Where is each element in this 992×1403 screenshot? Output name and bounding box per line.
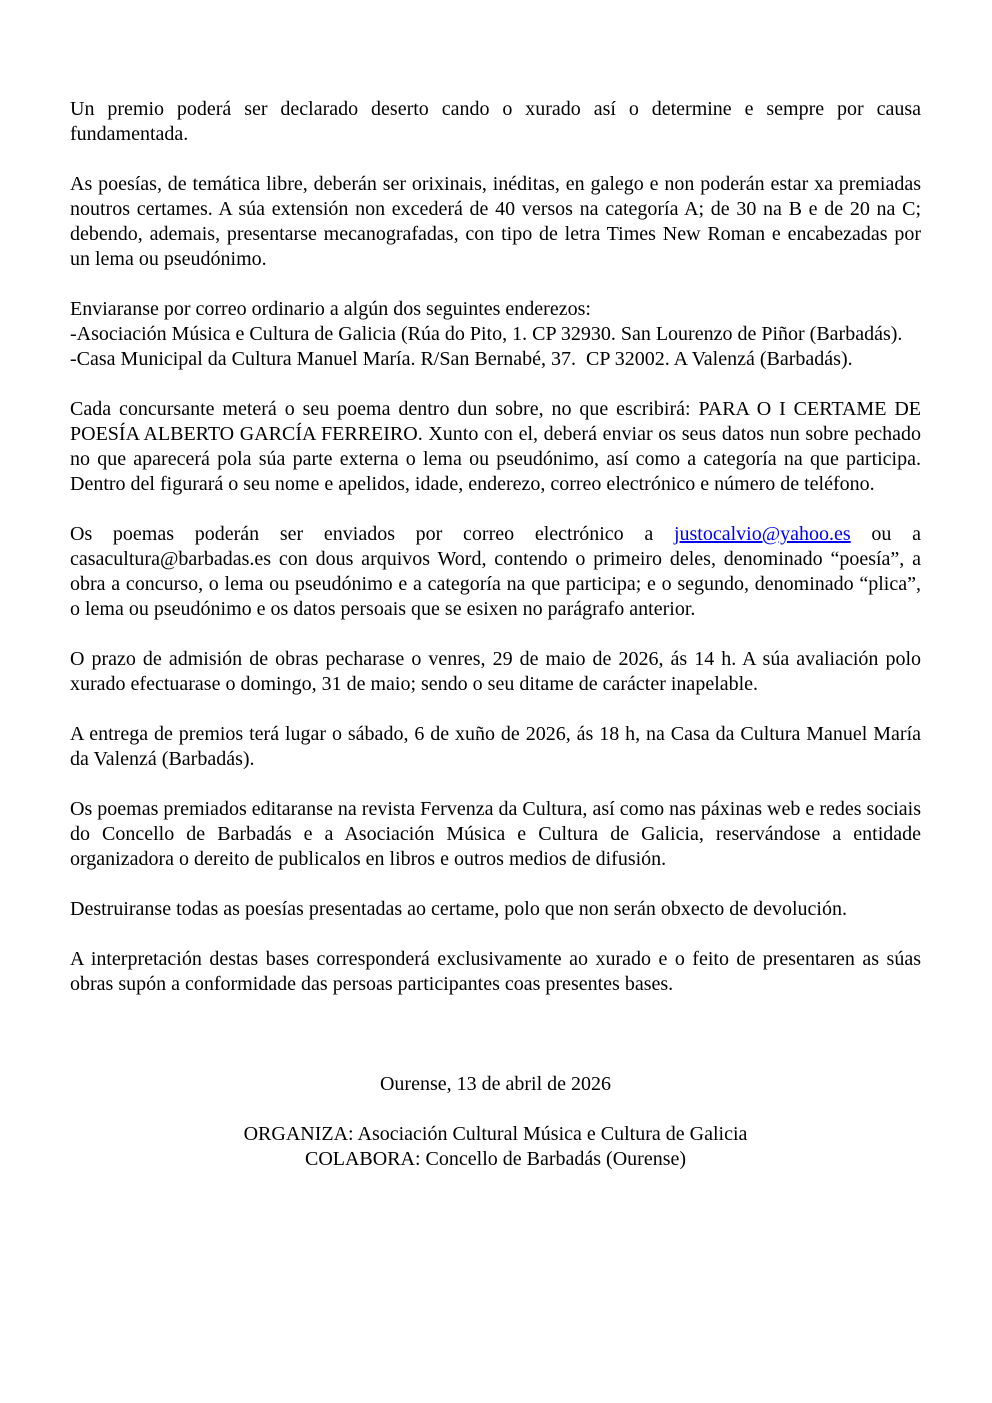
email-paragraph-after-link: ou a casacultura@barbadas.es con dous arquivos Word, contendo o primeiro deles, denominado “poesía”, a obra a concurso, o lema ou pseudónimo e a categoría na que participa; e o segundo, denominado “plica”, o lema ou pseudónimo e os datos persoais que se esixen no parágrafo anterior. bbox=[70, 523, 921, 620]
postal-address-asociacion: -Asociación Música e Cultura de Galicia (Rúa do Pito, 1. CP 32930. San Lourenzo de Piñor (Barbadás). bbox=[70, 323, 903, 345]
paragraph-entrega-premios: A entrega de premios terá lugar o sábado, 6 de xuño de 2026, ás 18 h, na Casa da Cultura Manuel María da Valenzá (Barbadás). bbox=[70, 723, 921, 770]
place-date-line: Ourense, 13 de abril de 2026 bbox=[379, 1073, 612, 1095]
closing-block bbox=[70, 1072, 921, 1172]
postal-intro-line: Enviaranse por correo ordinario a algún dos seguintes enderezos: bbox=[70, 298, 591, 320]
paragraph-destruccion-obras: Destruiranse todas as poesías presentadas ao certame, polo que non serán obxecto de devolución. bbox=[70, 898, 847, 920]
postal-addresses-block bbox=[70, 297, 921, 372]
email-paragraph-before-link: Os poemas poderán ser enviados por correo electrónico a bbox=[70, 523, 674, 545]
colabora-line: COLABORA: Concello de Barbadás (Ourense) bbox=[304, 1148, 687, 1170]
paragraph-sobre-plica: Cada concursante meterá o seu poema dentro dun sobre, no que escribirá: PARA O I CERTAME DE POESÍA ALBERTO GARCÍA FERREIRO. Xunto con el, deberá enviar os seus datos nun sobre pechado no que aparecerá pola súa parte externa o lema ou pseudónimo, así como a categoría na que participa. Dentro del figurará o seu nome e apelidos, idade, enderezo, correo electrónico e número de teléfono. bbox=[70, 398, 921, 495]
postal-address-casa-municipal: -Casa Municipal da Cultura Manuel María. R/San Bernabé, 37. CP 32002. A Valenzá (Barbadás). bbox=[70, 348, 853, 370]
paragraph-prazo-admision: O prazo de admisión de obras pecharase o venres, 29 de maio de 2026, ás 14 h. A súa avaliación polo xurado efectuarase o domingo, 31 de maio; sendo o seu ditame de carácter inapelable. bbox=[70, 648, 921, 695]
paragraph-envio-email bbox=[70, 522, 921, 622]
paragraph-interpretacion-bases: A interpretación destas bases corresponderá exclusivamente ao xurado e o feito de presentaren as súas obras supón a conformidade das persoas participantes coas presentes bases. bbox=[70, 948, 921, 995]
paragraph-publicacion: Os poemas premiados editaranse na revista Fervenza da Cultura, así como nas páxinas web e redes sociais do Concello de Barbadás e a Asociación Música e Cultura de Galicia, reservándose a entidade organizadora o dereito de publicalos en libros e outros medios de difusión. bbox=[70, 798, 921, 870]
paragraph-premio-deserto: Un premio poderá ser declarado deserto cando o xurado así o determine e sempre por causa fundamentada. bbox=[70, 98, 921, 145]
paragraph-requisitos-poesias: As poesías, de temática libre, deberán ser orixinais, inéditas, en galego e non poderán estar xa premiadas noutros certames. A súa extensión non excederá de 40 versos na categoría A; de 30 na B e de 20 na C; debendo, ademais, presentarse mecanografadas, con tipo de letra Times New Roman e encabezadas por un lema ou pseudónimo. bbox=[70, 173, 921, 270]
organiza-line: ORGANIZA: Asociación Cultural Música e Cultura de Galicia bbox=[243, 1123, 748, 1145]
email-link-justocalvio[interactable]: justocalvio@yahoo.es bbox=[673, 523, 851, 545]
